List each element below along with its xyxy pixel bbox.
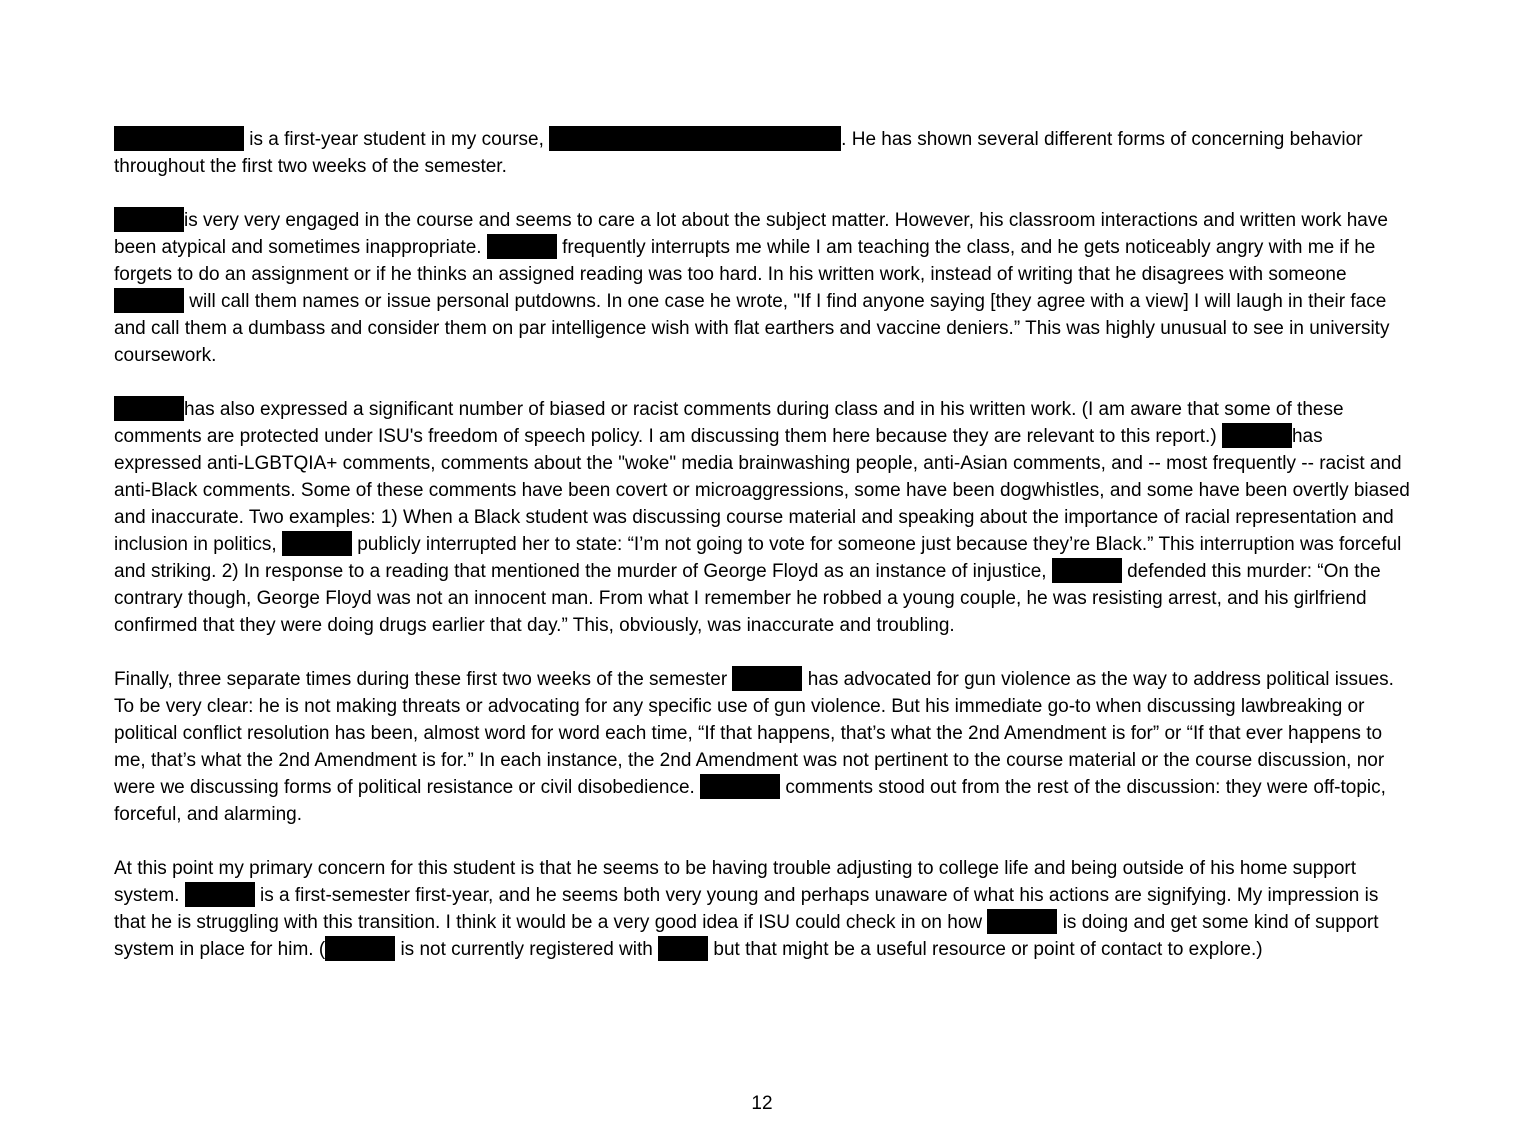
redaction-block <box>114 288 184 313</box>
paragraph-text: is not currently registered with <box>395 939 659 960</box>
redaction-block <box>700 774 780 799</box>
paragraph-text: . He has shown several different forms of concerning behavior throughout the first two weeks of the semester. <box>114 129 1363 177</box>
paragraph-text: is a first-semester first-year, and he seems both very young and perhaps unaware of what his actions are signifying. My impression is that he is struggling with this transition. I think it would be a very good idea if ISU could check in on how <box>114 885 1379 933</box>
paragraph-text: will call them names or issue personal putdowns. In one case he wrote, "If I find anyone saying [they agree with a view] I will laugh in their face and call them a dumbass and consider them on par intelligence wish with flat earthers and vaccine deniers.” This was highly unusual to see in university coursework. <box>114 291 1390 366</box>
paragraph-text: comments stood out from the rest of the discussion: they were off-topic, forceful, and alarming. <box>114 777 1386 825</box>
paragraph-text: is doing and get some kind of support system in place for him. ( <box>114 912 1379 960</box>
paragraph-text: publicly interrupted her to state: “I’m not going to vote for someone just because they’re Black.” This interruption was forceful and striking. 2) In response to a reading that mentioned the murder of George Floyd as an instance of injustice, <box>114 534 1402 582</box>
redaction-block <box>325 936 395 961</box>
redaction-block <box>987 909 1057 934</box>
redaction-block <box>282 531 352 556</box>
paragraph-text: frequently interrupts me while I am teaching the class, and he gets noticeably angry with me if he forgets to do an assignment or if he thinks an assigned reading was too hard. In his written work, instead of writing that he disagrees with someone <box>114 237 1376 285</box>
body-text <box>114 126 1414 990</box>
redaction-block <box>114 126 244 151</box>
paragraph-text: defended this murder: “On the contrary though, George Floyd was not an innocent man. From what I remember he robbed a young couple, he was resisting arrest, and his girlfriend confirmed that they were doing drugs earlier that day.” This, obviously, was inaccurate and troubling. <box>114 561 1381 636</box>
redaction-block <box>185 882 255 907</box>
redaction-block <box>1222 423 1292 448</box>
redaction-block <box>1052 558 1122 583</box>
paragraph-text: has also expressed a significant number of biased or racist comments during class and in his written work. (I am aware that some of these comments are protected under ISU's freedom of speech policy. I am discussing them here because they are relevant to this report.) <box>114 399 1344 447</box>
redaction-block <box>114 207 184 232</box>
paragraph <box>114 396 1414 639</box>
page-number: 12 <box>751 1093 773 1114</box>
paragraph <box>114 666 1414 828</box>
paragraph-text: has advocated for gun violence as the way to address political issues. To be very clear: he is not making threats or advocating for any specific use of gun violence. But his immediate go-to when discussing lawbreaking or political conflict resolution has been, almost word for word each time, “If that happens, that’s what the 2nd Amendment is for” or “If that ever happens to me, that’s what the 2nd Amendment is for.” In each instance, the 2nd Amendment was not pertinent to the course material or the course discussion, nor were we discussing forms of political resistance or civil disobedience. <box>114 669 1394 798</box>
redaction-block <box>549 126 841 151</box>
paragraph-text: has expressed anti-LGBTQIA+ comments, comments about the "woke" media brainwashing people, anti-Asian comments, and -- most frequently -- racist and anti-Black comments. Some of these comments have been covert or microaggressions, some have been dogwhistles, and some have been overtly biased and inaccurate. Two examples: 1) When a Black student was discussing course material and speaking about the importance of racial representation and inclusion in politics, <box>114 426 1410 555</box>
paragraph-text: but that might be a useful resource or point of contact to explore.) <box>708 939 1263 960</box>
redaction-block <box>114 396 184 421</box>
paragraph <box>114 855 1414 963</box>
paragraph <box>114 126 1414 180</box>
redaction-block <box>732 666 802 691</box>
paragraph-text: Finally, three separate times during these first two weeks of the semester <box>114 669 733 690</box>
paragraph-text: is very very engaged in the course and seems to care a lot about the subject matter. However, his classroom interactions and written work have been atypical and sometimes inappropriate. <box>114 210 1388 258</box>
redaction-block <box>658 936 708 961</box>
paragraph <box>114 207 1414 369</box>
paragraph-text: At this point my primary concern for this student is that he seems to be having trouble adjusting to college life and being outside of his home support system. <box>114 858 1357 906</box>
redaction-block <box>487 234 557 259</box>
paragraph-text: is a first-year student in my course, <box>244 129 550 150</box>
